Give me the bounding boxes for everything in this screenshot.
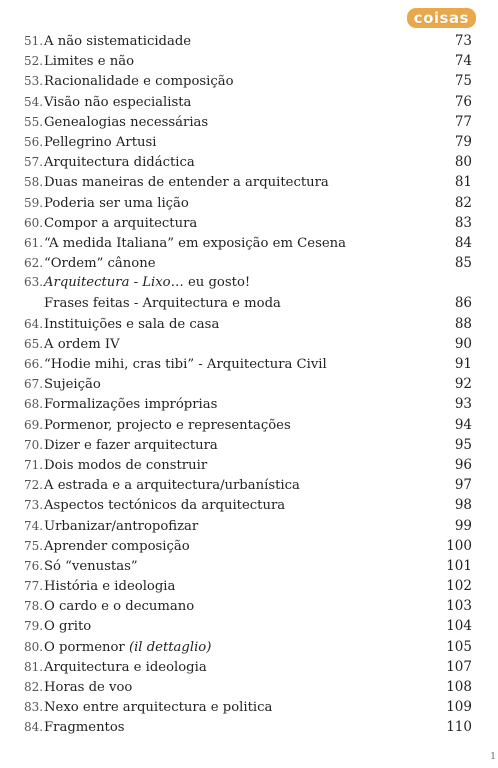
- table-of-contents: [24, 33, 472, 740]
- toc-entry: [24, 518, 472, 538]
- toc-entry-title: [24, 256, 432, 271]
- toc-entry-number: 53.: [24, 74, 44, 89]
- toc-entry-text: “Hodie mihi, cras tibi” - Arquitectura Civil: [44, 357, 327, 372]
- toc-entry-page: 98: [454, 497, 472, 514]
- toc-entry-text: Arquitectura - Lixo…: [44, 275, 184, 291]
- toc-entry-title: [24, 54, 432, 69]
- toc-entry: [24, 174, 472, 194]
- toc-entry-page: 91: [454, 356, 472, 372]
- toc-entry-title: [24, 357, 432, 372]
- toc-entry-title: [24, 559, 432, 574]
- toc-entry-text: A ordem IV: [44, 336, 120, 352]
- toc-entry-number: 63.: [24, 275, 44, 290]
- toc-entry-text: Racionalidade e composição: [44, 74, 234, 90]
- toc-entry-number: 58.: [24, 175, 44, 190]
- toc-entry-number: 67.: [24, 377, 44, 392]
- toc-entry-title: [24, 519, 432, 534]
- toc-entry-text: Nexo entre arquitectura e politica: [44, 700, 273, 716]
- toc-entry-title: [24, 539, 432, 554]
- toc-entry-number: 57.: [24, 155, 44, 170]
- toc-entry-text: “Ordem” cânone: [44, 256, 156, 272]
- toc-entry-number: 62.: [24, 256, 44, 271]
- toc-entry-text: Formalizações impróprias: [44, 397, 218, 413]
- toc-entry: [24, 195, 472, 215]
- toc-entry-text: Visão não especialista: [44, 94, 192, 110]
- toc-entry: [24, 639, 472, 659]
- toc-entry-title: [24, 599, 432, 614]
- toc-entry-page: 99: [454, 517, 472, 534]
- page-corner-mark: 1: [490, 752, 496, 762]
- toc-entry-number: 68.: [24, 397, 44, 412]
- toc-entry-page: 96: [454, 456, 472, 473]
- toc-entry-text: O cardo e o decumano: [44, 599, 195, 615]
- toc-entry: [24, 396, 472, 416]
- toc-entry-title: [24, 377, 432, 392]
- toc-entry-number: 77.: [24, 579, 44, 594]
- toc-entry-text: Limites e não: [44, 54, 135, 70]
- toc-entry-text: Pormenor, projecto e representações: [44, 417, 291, 433]
- toc-entry: [24, 33, 472, 53]
- toc-entry-number: 59.: [24, 195, 44, 210]
- toc-entry-text: eu gosto!: [183, 275, 251, 291]
- toc-entry: [24, 477, 472, 497]
- toc-entry: [24, 679, 472, 699]
- toc-entry: [24, 558, 472, 578]
- toc-entry-title: [24, 680, 432, 695]
- toc-entry-number: 79.: [24, 619, 44, 634]
- toc-entry-page: 93: [454, 396, 472, 413]
- toc-entry-number: 82.: [24, 680, 44, 694]
- toc-entry-page: 85: [454, 255, 472, 272]
- toc-entry-page: 83: [454, 214, 472, 231]
- toc-entry-number: 78.: [24, 599, 44, 614]
- toc-entry: [24, 437, 472, 457]
- toc-entry-title: [24, 216, 432, 231]
- toc-entry-number: 71.: [24, 457, 44, 472]
- toc-entry-title: [24, 95, 432, 110]
- toc-entry: [24, 94, 472, 114]
- toc-entry-page: 100: [446, 537, 472, 554]
- toc-entry-title: [24, 236, 432, 251]
- toc-entry: [24, 154, 472, 174]
- toc-entry-text: Compor a arquitectura: [44, 215, 198, 231]
- toc-entry: [24, 618, 472, 638]
- toc-entry-page: 104: [446, 618, 472, 635]
- toc-entry-page: 107: [446, 658, 472, 675]
- toc-entry-title: [24, 115, 432, 130]
- toc-entry-text: Genealogias necessárias: [44, 114, 209, 130]
- toc-entry-text: Duas maneiras de entender a arquitectura: [44, 175, 329, 191]
- toc-entry: [24, 578, 472, 598]
- toc-entry-title: [24, 337, 432, 352]
- toc-entry-number: 74.: [24, 518, 44, 533]
- toc-entry-number: 52.: [24, 54, 44, 69]
- toc-entry-number: 66.: [24, 357, 44, 371]
- toc-entry-page: 97: [454, 477, 472, 494]
- toc-entry-title: [24, 175, 432, 190]
- toc-entry-number: 64.: [24, 316, 44, 331]
- toc-entry-text: Arquitectura e ideologia: [44, 659, 207, 675]
- toc-entry-page: 94: [454, 416, 472, 433]
- toc-entry-title: [24, 720, 432, 735]
- toc-entry-number: 83.: [24, 700, 44, 715]
- toc-entry-page: 101: [446, 557, 472, 574]
- toc-entry: [24, 275, 472, 295]
- toc-entry-number: 60.: [24, 215, 44, 230]
- toc-entry-title: [24, 579, 432, 594]
- toc-entry: [24, 316, 472, 336]
- toc-entry-page: 82: [454, 194, 472, 211]
- toc-entry-text: Pellegrino Artusi: [44, 134, 157, 150]
- toc-entry: [24, 53, 472, 73]
- toc-entry-number: 55.: [24, 114, 44, 129]
- toc-entry-page: 92: [454, 376, 472, 393]
- toc-entry-page: 86: [454, 295, 472, 312]
- toc-entry-page: 90: [454, 335, 472, 352]
- toc-entry-title: [24, 317, 432, 332]
- logo-badge: coisas: [407, 8, 476, 28]
- toc-entry-page: 84: [454, 234, 472, 251]
- toc-entry-title: [24, 498, 432, 513]
- toc-entry-number: 76.: [24, 558, 44, 573]
- toc-entry-number: 70.: [24, 437, 44, 452]
- toc-entry-page: 73: [454, 33, 472, 49]
- toc-entry: [24, 659, 472, 679]
- toc-entry: [24, 598, 472, 618]
- toc-entry-title: [24, 275, 432, 290]
- toc-entry-page: 76: [454, 93, 472, 110]
- toc-entry-text: (il dettaglio): [128, 639, 212, 655]
- toc-entry-number: 54.: [24, 94, 44, 109]
- toc-entry-text: Horas de voo: [44, 680, 133, 695]
- toc-entry: [24, 235, 472, 255]
- toc-entry-title: [24, 155, 432, 170]
- toc-entry-text: Só “venustas”: [44, 558, 138, 574]
- toc-entry-title: [24, 700, 432, 715]
- toc-entry-page: 102: [446, 578, 472, 595]
- toc-entry-title: [24, 478, 432, 493]
- toc-entry-text: Poderia ser uma lição: [44, 195, 189, 211]
- toc-entry: [24, 699, 472, 719]
- toc-entry-text: Aspectos tectónicos da arquitectura: [44, 498, 286, 514]
- toc-entry: [24, 538, 472, 558]
- toc-entry: [24, 376, 472, 396]
- toc-entry: [24, 295, 472, 315]
- toc-entry-text: Arquitectura didáctica: [44, 155, 195, 171]
- toc-entry-number: 73.: [24, 498, 44, 513]
- toc-entry-number: 81.: [24, 659, 44, 674]
- toc-entry-title: [24, 397, 432, 412]
- toc-entry-text: Sujeição: [44, 377, 101, 393]
- toc-entry-title: [24, 640, 432, 655]
- toc-entry: [24, 255, 472, 275]
- toc-entry-page: 74: [454, 53, 472, 70]
- toc-entry-title: [24, 418, 432, 433]
- toc-entry-number: 51.: [24, 34, 44, 48]
- toc-entry-text: Fragmentos: [44, 720, 125, 736]
- toc-entry-number: 75.: [24, 538, 44, 553]
- toc-entry-text: O pormenor: [44, 639, 129, 655]
- toc-entry-text: A estrada e a arquitectura/urbanística: [44, 478, 300, 494]
- toc-entry-title: [24, 660, 432, 675]
- toc-entry-title: [24, 619, 432, 634]
- toc-entry: [24, 114, 472, 134]
- toc-entry-text: Aprender composição: [44, 538, 190, 554]
- toc-entry-number: 80.: [24, 639, 44, 654]
- toc-entry-title: [24, 296, 432, 311]
- toc-entry-number: 61.: [24, 235, 44, 250]
- toc-entry-page: 109: [446, 699, 472, 716]
- toc-entry-page: 80: [454, 154, 472, 171]
- toc-entry: [24, 356, 472, 376]
- toc-entry-page: 108: [446, 679, 472, 695]
- toc-entry-text: Urbanizar/antropofizar: [44, 518, 199, 534]
- toc-entry-page: 88: [454, 315, 472, 332]
- toc-entry-page: 77: [454, 113, 472, 130]
- toc-entry-number: 84.: [24, 720, 44, 735]
- toc-entry-title: [24, 74, 432, 89]
- toc-entry-text: Dizer e fazer arquitectura: [44, 437, 218, 453]
- toc-entry-text: O grito: [44, 619, 92, 635]
- toc-entry: [24, 134, 472, 154]
- toc-entry-title: [24, 34, 432, 49]
- toc-entry: [24, 497, 472, 517]
- toc-entry-text: Instituições e sala de casa: [44, 316, 220, 332]
- toc-entry-page: 95: [454, 436, 472, 453]
- toc-entry: [24, 215, 472, 235]
- toc-entry: [24, 336, 472, 356]
- toc-entry: [24, 457, 472, 477]
- toc-entry: [24, 417, 472, 437]
- toc-entry-text: Frases feitas - Arquitectura e moda: [44, 296, 281, 312]
- toc-entry-title: [24, 196, 432, 211]
- toc-entry-text: “A medida Italiana” em exposição em Cesena: [44, 235, 346, 251]
- toc-entry-number: 56.: [24, 134, 44, 149]
- toc-entry-page: 79: [454, 133, 472, 150]
- toc-entry-page: 81: [454, 174, 472, 191]
- toc-entry-text: Dois modos de construir: [44, 457, 208, 473]
- toc-entry-page: 75: [454, 73, 472, 90]
- toc-entry-number: 72.: [24, 478, 44, 493]
- toc-entry-title: [24, 135, 432, 150]
- toc-entry-title: [24, 438, 432, 453]
- toc-entry-number: 65.: [24, 336, 44, 351]
- toc-entry-number: 69.: [24, 417, 44, 432]
- toc-entry-page: 103: [446, 598, 472, 615]
- toc-entry: [24, 719, 472, 739]
- toc-entry-page: 110: [446, 719, 472, 736]
- toc-entry-title: [24, 458, 432, 473]
- toc-entry: [24, 73, 472, 93]
- toc-entry-page: 105: [446, 638, 472, 655]
- toc-entry-text: História e ideologia: [44, 579, 176, 595]
- toc-entry-text: A não sistematicidade: [44, 34, 192, 49]
